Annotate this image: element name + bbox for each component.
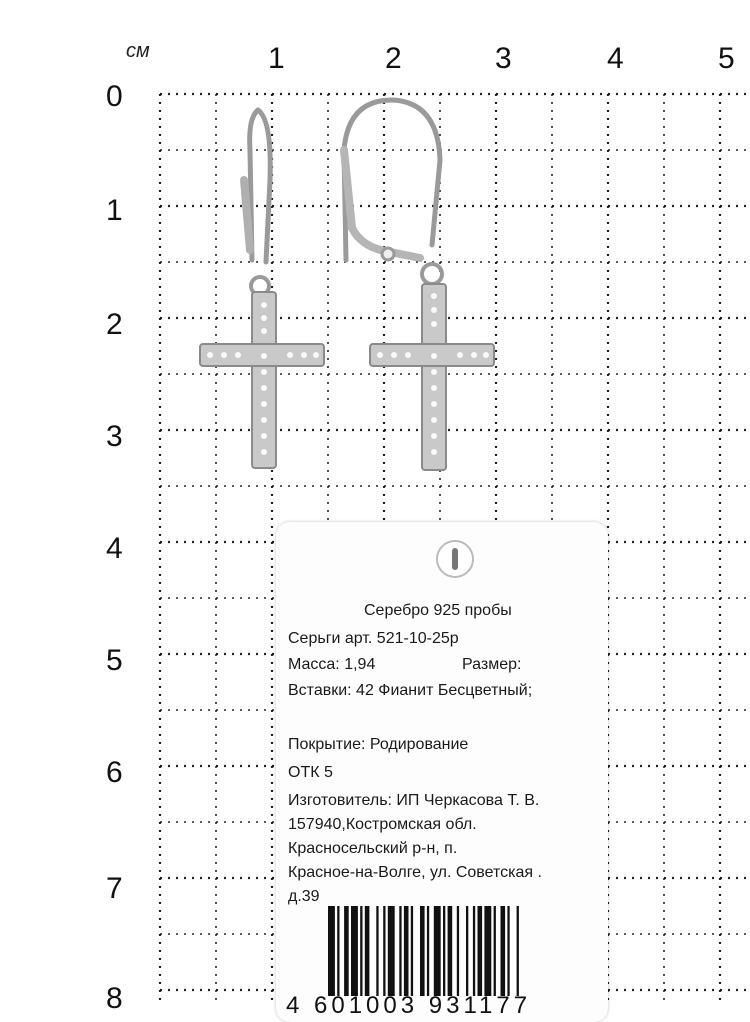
barcode-bar [351, 906, 358, 996]
y-tick-label-3: 3 [106, 420, 123, 453]
barcode-bar [466, 906, 468, 996]
right-earring [344, 100, 442, 284]
barcode-bar [411, 906, 413, 996]
y-tick-label-1: 1 [106, 194, 123, 227]
barcode-bar [457, 906, 459, 996]
y-tick-label-5: 5 [106, 644, 123, 677]
left-earring [244, 110, 270, 295]
barcode-bar [344, 906, 349, 996]
barcode-bar [473, 906, 475, 996]
x-tick-label-3: 3 [495, 42, 512, 75]
barcode-bar [434, 906, 441, 996]
x-tick-label-1: 1 [268, 42, 285, 75]
barcode-bar [484, 906, 491, 996]
x-tick-label-4: 4 [607, 42, 624, 75]
tag-maker-line3: Красносельский р-н, п. [288, 840, 458, 857]
barcode-bar [478, 906, 483, 996]
barcode-bar [399, 906, 401, 996]
barcode-bar [501, 906, 506, 996]
barcode-bar [383, 906, 385, 996]
tag-coating: Покрытие: Родирование [288, 736, 469, 753]
tag-maker-line5: д.39 [288, 888, 320, 905]
barcode-bar [517, 906, 519, 996]
tag-maker-line1: Изготовитель: ИП Черкасова Т. В. [288, 792, 540, 809]
barcode-bar [376, 906, 378, 996]
y-tick-label-6: 6 [106, 756, 123, 789]
y-tick-label-0: 0 [106, 80, 123, 113]
tag-article: Серьги арт. 521-10-25р [288, 630, 459, 647]
price-tag [276, 522, 608, 1022]
barcode-bar [365, 906, 370, 996]
barcode-bar [427, 906, 429, 996]
y-tick-label-4: 4 [106, 532, 123, 565]
barcode-bar [420, 906, 425, 996]
tag-inserts: Вставки: 42 Фианит Бесцветный; [288, 682, 533, 699]
barcode-bar [360, 906, 362, 996]
tag-material: Серебро 925 пробы [364, 602, 512, 619]
tag-maker-line2: 157940,Костромская обл. [288, 816, 477, 833]
tag-size: Размер: [462, 656, 522, 673]
barcode-bar [448, 906, 453, 996]
tag-maker-line4: Красное-на-Волге, ул. Советская . [288, 864, 542, 881]
barcode-number: 4 601003 931177 [286, 992, 532, 1019]
barcode-bar [443, 906, 445, 996]
y-tick-label-7: 7 [106, 872, 123, 905]
barcode-bar [388, 906, 395, 996]
tag-hole [436, 540, 474, 578]
tag-otk: ОТК 5 [288, 764, 333, 781]
x-tick-label-2: 2 [385, 42, 402, 75]
x-tick-label-5: 5 [718, 42, 735, 75]
barcode-bar [404, 906, 409, 996]
barcode [328, 906, 596, 996]
unit-label: см [126, 40, 150, 62]
tag-mass: Масса: 1,94 [288, 656, 376, 673]
barcode-bar [328, 906, 335, 996]
barcode-bar [507, 906, 509, 996]
barcode-bar [494, 906, 496, 996]
y-tick-label-8: 8 [106, 982, 123, 1015]
barcode-bar [337, 906, 339, 996]
y-tick-label-2: 2 [106, 308, 123, 341]
